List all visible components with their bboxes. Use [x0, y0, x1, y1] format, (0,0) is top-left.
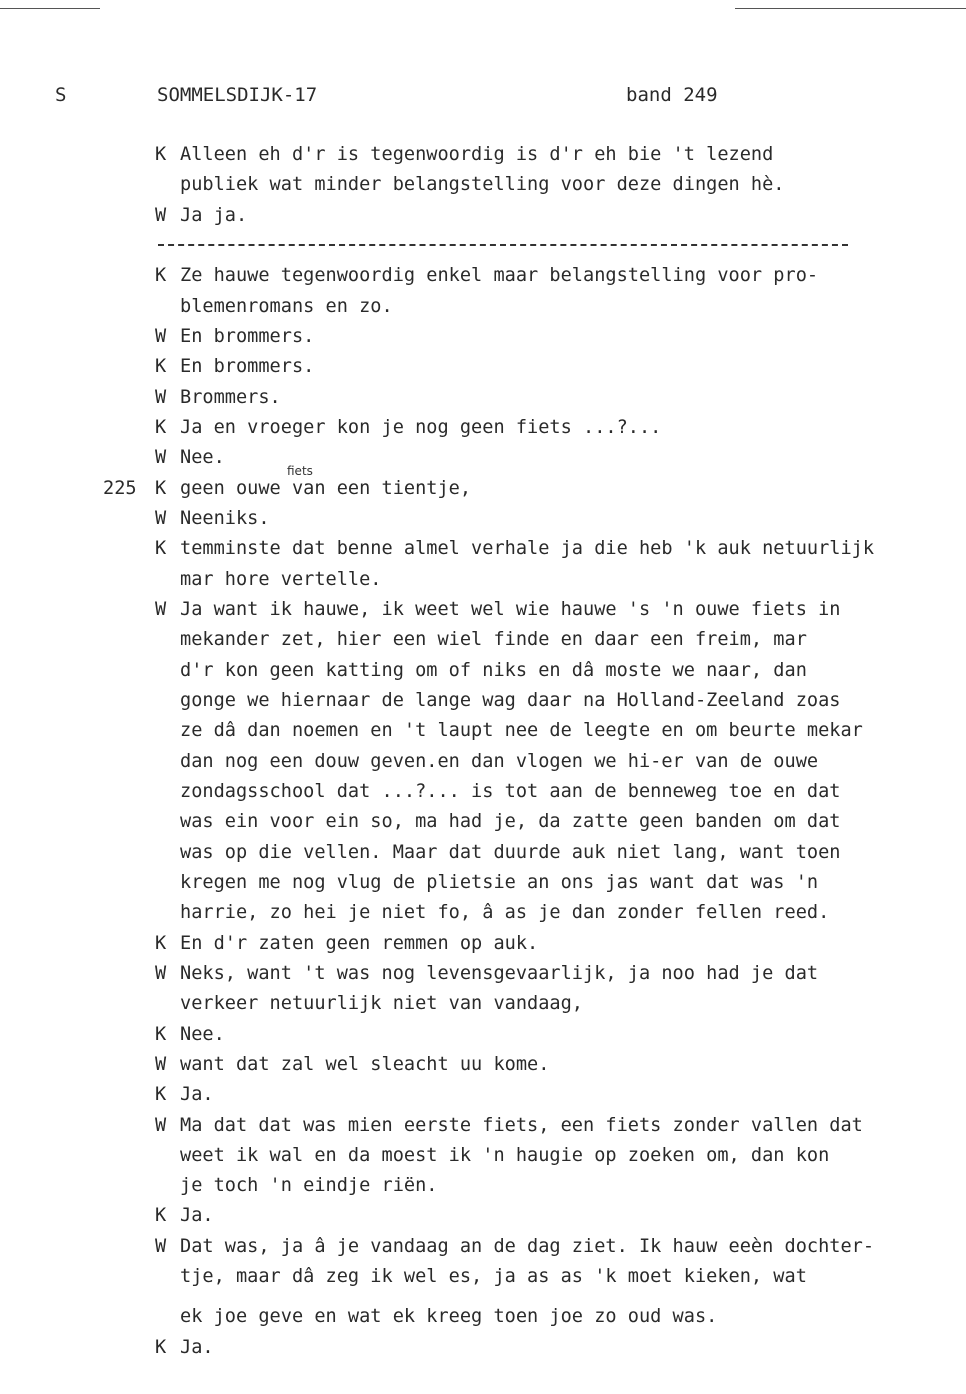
- line-text: Nee.: [180, 1023, 225, 1045]
- speaker-label: W: [155, 507, 167, 529]
- header-title: SOMMELSDIJK-17: [157, 84, 318, 106]
- transcript-line: [0, 292, 966, 322]
- transcript-line: [0, 170, 966, 200]
- line-text: geen ouwe van een tientje,: [180, 477, 472, 499]
- line-text: Ja.: [180, 1084, 214, 1106]
- line-text: zondagsschool dat ...?... is tot aan de benneweg toe en dat: [180, 780, 841, 802]
- transcript-line: [0, 898, 966, 928]
- speaker-label: W: [155, 325, 167, 347]
- line-text: Dat was, ja â je vandaag an de dag ziet. Ik hauw eeèn dochter-: [180, 1235, 875, 1257]
- transcript-line: [0, 383, 966, 413]
- transcript-line: [0, 959, 966, 989]
- handwritten-correction: fiets: [287, 464, 313, 478]
- transcript-line: [0, 474, 966, 504]
- transcript-line: [0, 1171, 966, 1201]
- transcript-line: [0, 777, 966, 807]
- header-speaker-column: S: [55, 84, 67, 106]
- line-text: ek joe geve en wat ek kreeg toen joe zo oud was.: [180, 1306, 718, 1328]
- line-text: d'r kon geen katting om of niks en dâ moste we naar, dan: [180, 659, 807, 681]
- speaker-label: W: [155, 1053, 167, 1075]
- transcript-line: [0, 261, 966, 291]
- line-text: blemenromans en zo.: [180, 295, 393, 317]
- line-text: was op die vellen. Maar dat duurde auk niet lang, want toen: [180, 841, 841, 863]
- speaker-label: K: [155, 1023, 167, 1045]
- line-text: weet ik wal en da moest ik 'n haugie op zoeken om, dan kon: [180, 1144, 830, 1166]
- line-text: Neeniks.: [180, 507, 270, 529]
- transcript-line: [0, 140, 966, 170]
- speaker-label: W: [155, 962, 167, 984]
- speaker-label: W: [155, 447, 167, 469]
- line-text: Ja.: [180, 1205, 214, 1227]
- line-text: Ma dat dat was mien eerste fiets, een fiets zonder vallen dat: [180, 1114, 863, 1136]
- speaker-label: W: [155, 386, 167, 408]
- line-text: publiek wat minder belangstelling voor deze dingen hè.: [180, 174, 785, 196]
- speaker-label: K: [155, 1336, 167, 1358]
- line-text: dan nog een douw geven.en dan vlogen we hi-er van de ouwe: [180, 750, 819, 772]
- transcript-line: [0, 534, 966, 564]
- line-text: Neks, want 't was nog levensgevaarlijk, ja noo had je dat: [180, 962, 819, 984]
- speaker-label: W: [155, 598, 167, 620]
- line-text: Ja.: [180, 1336, 214, 1358]
- transcript-line: [0, 1262, 966, 1292]
- transcript-line: [0, 1201, 966, 1231]
- transcript-line: [0, 1080, 966, 1110]
- transcript-line: [0, 1232, 966, 1262]
- transcript-line: [0, 201, 966, 231]
- transcript-line: [0, 807, 966, 837]
- transcript-line: [0, 686, 966, 716]
- transcript-line: [0, 868, 966, 898]
- line-text: Alleen eh d'r is tegenwoordig is d'r eh bie 't lezend: [180, 144, 774, 165]
- transcript-line: [0, 352, 966, 382]
- speaker-label: W: [155, 1114, 167, 1136]
- line-text: Ja ja.: [180, 204, 248, 226]
- line-text: Ze hauwe tegenwoordig enkel maar belangstelling voor pro-: [180, 265, 819, 287]
- line-text: Brommers.: [180, 386, 281, 408]
- speaker-label: K: [155, 538, 167, 560]
- transcript-line: [0, 595, 966, 625]
- transcript-line: [0, 413, 966, 443]
- line-text: harrie, zo hei je niet fo, â as je dan zonder fellen reed.: [180, 902, 830, 924]
- transcript-line: [0, 838, 966, 868]
- speaker-label: K: [155, 932, 167, 954]
- line-text: want dat zal wel sleacht uu kome.: [180, 1053, 550, 1075]
- transcript-line: [0, 929, 966, 959]
- line-text: was ein voor ein so, ma had je, da zatte geen banden om dat: [180, 811, 841, 833]
- speaker-label: K: [155, 416, 167, 438]
- line-text: Nee.: [180, 447, 225, 469]
- transcript-line: [0, 625, 966, 655]
- speaker-label: K: [155, 356, 167, 378]
- transcript-line: [0, 716, 966, 746]
- line-text: En d'r zaten geen remmen op auk.: [180, 932, 539, 954]
- line-text: mekander zet, hier een wiel finde en daar een freim, mar: [180, 629, 807, 651]
- transcript-line: [0, 322, 966, 352]
- speaker-label: K: [155, 1205, 167, 1227]
- line-text: kregen me nog vlug de plietsie an ons jas want dat was 'n: [180, 871, 819, 893]
- line-text: En brommers.: [180, 356, 315, 378]
- speaker-label: K: [155, 265, 167, 287]
- line-text: ze dâ dan noemen en 't laupt nee de leegte en om beurte mekar: [180, 720, 863, 742]
- transcript-line: [0, 656, 966, 686]
- transcript-line: [0, 1020, 966, 1050]
- transcript-line: [0, 1333, 966, 1363]
- transcript-line: [0, 1050, 966, 1080]
- line-text: Ja want ik hauwe, ik weet wel wie hauwe 's 'n ouwe fiets in: [180, 598, 841, 620]
- line-text: tje, maar dâ zeg ik wel es, ja as as 'k moet kieken, wat: [180, 1266, 807, 1288]
- transcript-line: [0, 747, 966, 777]
- line-text: gonge we hiernaar de lange wag daar na Holland-Zeeland zoas: [180, 689, 841, 711]
- transcript-line: [0, 504, 966, 534]
- transcript-line: [0, 565, 966, 595]
- transcript-line: [0, 989, 966, 1019]
- transcript-line: [0, 1141, 966, 1171]
- line-number: 225: [103, 477, 137, 499]
- transcript-line: [0, 443, 966, 473]
- speaker-label: W: [155, 204, 167, 226]
- top-rule-right: [735, 8, 966, 9]
- speaker-label: K: [155, 477, 167, 499]
- line-text: je toch 'n eindje riën.: [180, 1175, 438, 1197]
- transcript-line: [0, 1302, 966, 1332]
- top-rule-left: [0, 8, 100, 9]
- speaker-label: W: [155, 1235, 167, 1257]
- speaker-label: K: [155, 144, 167, 165]
- transcript-line: [0, 1111, 966, 1141]
- header-band: band 249: [626, 84, 718, 106]
- speaker-label: K: [155, 1084, 167, 1106]
- line-text: En brommers.: [180, 325, 315, 347]
- line-text: mar hore vertelle.: [180, 568, 382, 590]
- line-text: verkeer netuurlijk niet van vandaag,: [180, 993, 583, 1015]
- line-text: Ja en vroeger kon je nog geen fiets ...?...: [180, 416, 662, 438]
- line-text: temminste dat benne almel verhale ja die heb 'k auk netuurlijk: [180, 538, 875, 560]
- transcript-body: [0, 140, 966, 1363]
- transcript-line: [0, 231, 966, 261]
